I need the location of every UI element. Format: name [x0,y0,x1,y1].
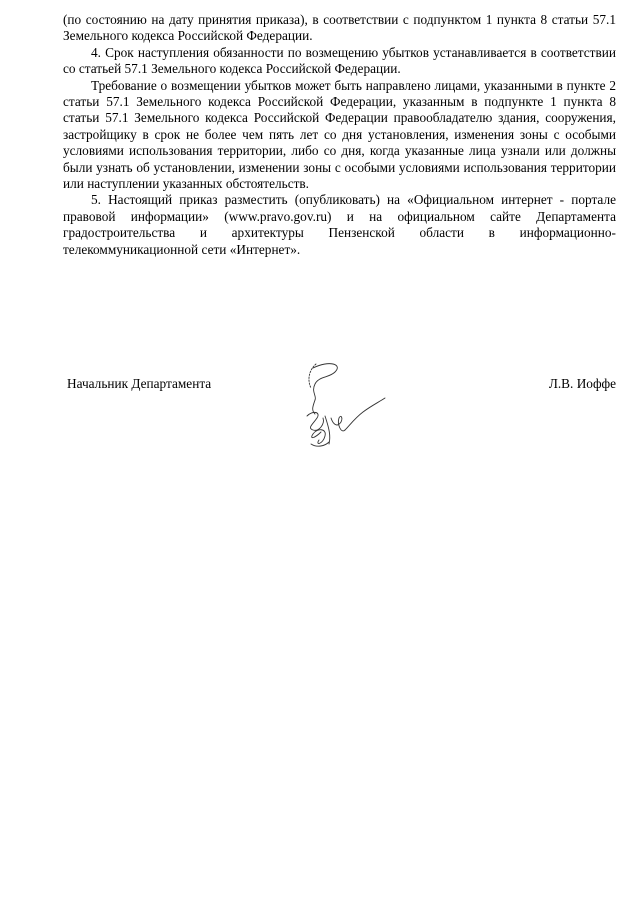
handwritten-signature-icon [285,358,415,458]
paragraph-item-4: 4. Срок наступления обязанности по возмещению убытков устанавливается в соответствии со статьей 57.1 Земельного кодекса Российской Федерации. [63,44,616,77]
paragraph-damages-claim: Требование о возмещении убытков может быть направлено лицами, указанными в пункте 2 статьи 57.1 Земельного кодекса Российской Федерации, указанным в подпункте 1 пункта 8 статьи 57.1 Земельного кодекса Российской Федерации правообладателю здания, сооружения, застройщику в срок не более чем пять лет со дня установления, изменения зоны с особыми условиями использования территории, либо со дня, когда указанные лица узнали или должны были узнать об установлении, изменении зоны с особыми условиями использования территории или наступлении указанных обстоятельств. [63,77,616,192]
document-body [63,12,616,258]
paragraph-item-5: 5. Настоящий приказ разместить (опубликовать) на «Официальном интернет - портале правовой информации» (www.pravo.gov.ru) и на официальном сайте Департамента градостроительства и архитектуры Пензенской области в информационно-телекоммуникационной сети «Интернет». [63,192,616,257]
signatory-position: Начальник Департамента [67,376,212,391]
signature-block [63,376,616,466]
signatory-name: Л.В. Иоффе [548,376,616,391]
paragraph-continuation: (по состоянию на дату принятия приказа), в соответствии с подпунктом 1 пункта 8 статьи 57.1 Земельного кодекса Российской Федерации. [63,12,616,44]
